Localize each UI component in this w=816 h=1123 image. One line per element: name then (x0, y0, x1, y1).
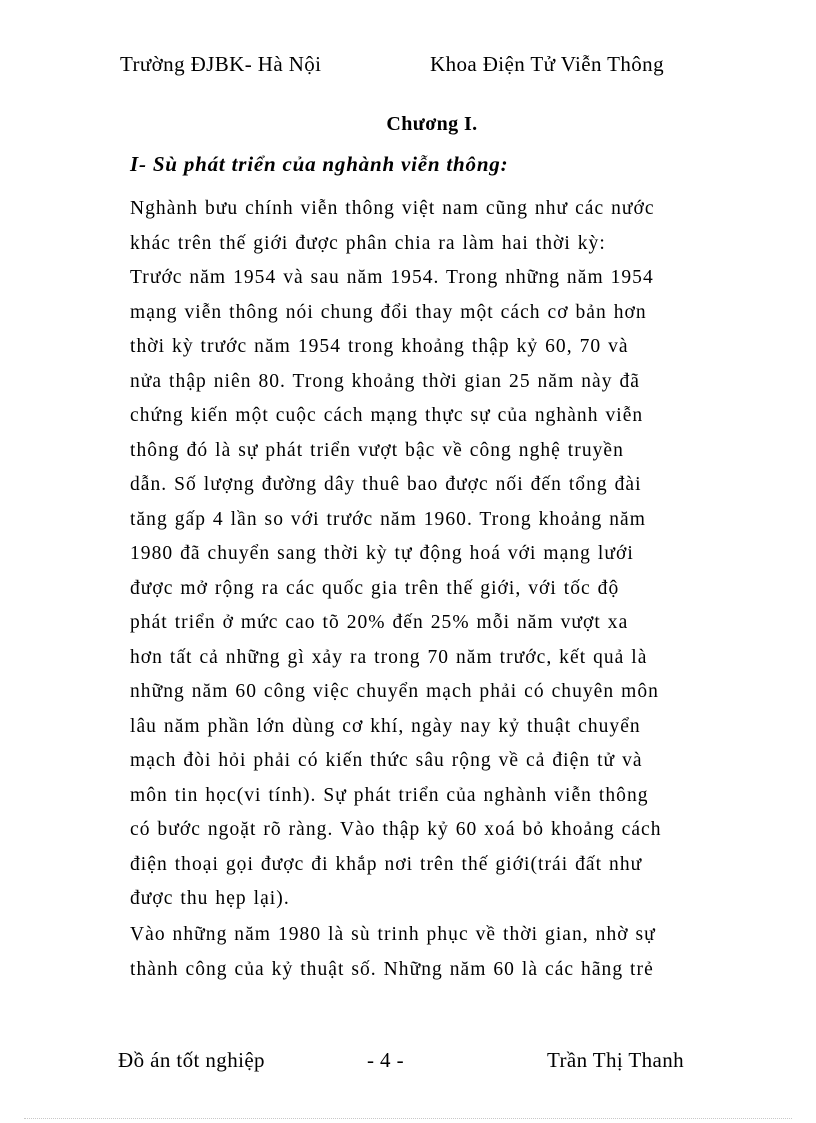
paragraph-line: lâu năm phần lớn dùng cơ khí, ngày nay kỷ thuật chuyển (130, 715, 641, 737)
paragraph-line: thời kỳ trước năm 1954 trong khoảng thập kỷ 60, 70 và (130, 336, 629, 357)
paragraph-line: Vào những năm 1980 là sù trinh phục về thời gian, nhờ sự (130, 924, 656, 945)
chapter-title-text: Chương I. (386, 113, 478, 135)
paragraph-line: được thu hẹp lại). (130, 888, 290, 909)
paragraph-line: Nghành bưu chính viễn thông việt nam cũng như các nước (130, 198, 655, 219)
chapter-title (0, 113, 816, 136)
paragraph-line: 1980 đã chuyển sang thời kỳ tự động hoá với mạng lưới (130, 543, 634, 564)
paragraph-line: Trước năm 1954 và sau năm 1954. Trong những năm 1954 (130, 267, 654, 288)
paragraph-line: mạch đòi hỏi phải có kiến thức sâu rộng về cả điện tử và (130, 750, 643, 771)
paragraph-line: mạng viễn thông nói chung đổi thay một cách cơ bản hơn (130, 301, 647, 323)
paragraph-line: được mở rộng ra các quốc gia trên thế giới, với tốc độ (130, 577, 620, 599)
footer-project: Đồ án tốt nghiệp (118, 1048, 265, 1072)
paragraph-line: khác trên thế giới được phân chia ra làm hai thời kỳ: (130, 232, 606, 254)
paragraph-2 (130, 918, 690, 987)
paragraph-line: chứng kiến một cuộc cách mạng thực sự của nghành viễn (130, 405, 644, 426)
footer-author: Trần Thị Thanh (547, 1048, 685, 1072)
paragraph-line: hơn tất cả những gì xảy ra trong 70 năm trước, kết quả là (130, 646, 648, 668)
paragraph-line: dẫn. Số lượng đường dây thuê bao được nối đến tổng đài (130, 474, 642, 495)
paragraph-line: phát triển ở mức cao tõ 20% đến 25% mỗi năm vượt xa (130, 612, 629, 633)
paragraph-line: thành công của kỷ thuật số. Những năm 60 là các hãng trẻ (130, 958, 654, 980)
page-bottom-border (24, 1118, 792, 1119)
paragraph-line: có bước ngoặt rõ ràng. Vào thập kỷ 60 xoá bỏ khoảng cách (130, 819, 662, 840)
header-school: Trường ĐJBK- Hà Nội (120, 52, 322, 76)
paragraph-line: tăng gấp 4 lần so với trước năm 1960. Trong khoảng năm (130, 508, 646, 530)
header-faculty: Khoa Điện Tử Viễn Thông (430, 52, 664, 76)
paragraph-line: thông đó là sự phát triển vượt bậc về công nghệ truyền (130, 439, 624, 461)
paragraph-line: điện thoại gọi được đi khắp nơi trên thế giới(trái đất như (130, 853, 643, 875)
section-heading: I- Sù phát triển của nghành viễn thông: (130, 152, 509, 176)
paragraph-line: những năm 60 công việc chuyển mạch phải có chuyên môn (130, 681, 659, 702)
paragraph-line: nửa thập niên 80. Trong khoảng thời gian 25 năm này đã (130, 370, 640, 392)
paragraph-line: môn tin học(vi tính). Sự phát triển của nghành viễn thông (130, 784, 649, 806)
paragraph-1 (130, 192, 690, 917)
footer-page-number: - 4 - (367, 1048, 404, 1072)
